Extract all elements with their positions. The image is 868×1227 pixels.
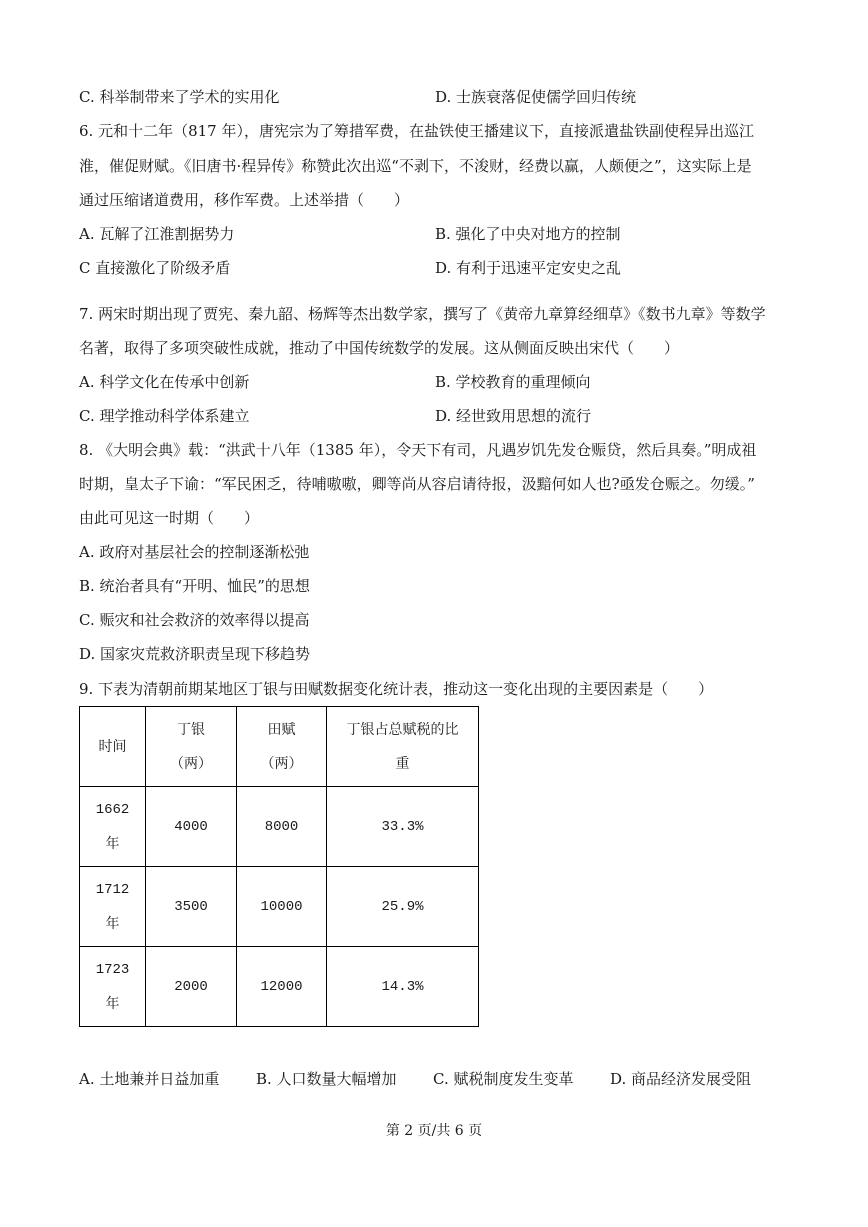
header-tianfu: 田赋 （两）: [237, 707, 327, 787]
cell-year: 1662 年: [80, 787, 146, 867]
header-dingyin: 丁银 （两）: [146, 707, 237, 787]
cell-dingyin: 4000: [146, 787, 237, 867]
cell-dingyin: 2000: [146, 947, 237, 1027]
q8-option-b: B. 统治者具有“开明、恤民”的思想: [79, 577, 310, 595]
q6-option-c: C 直接激化了阶级矛盾: [79, 259, 231, 277]
q9-option-c: C. 赋税制度发生变革: [433, 1070, 574, 1088]
q6-stem-line-2: 淮，催促财赋。《旧唐书·程异传》称赞此次出巡“不剥下，不浚财，经费以赢，人颇便之”，这实际上是: [79, 157, 752, 175]
q6-option-b: B. 强化了中央对地方的控制: [435, 225, 621, 243]
q8-option-d: D. 国家灾荒救济职责呈现下移趋势: [79, 645, 311, 663]
q7-option-c: C. 理学推动科学体系建立: [79, 407, 250, 425]
q9-data-table: [79, 706, 479, 1027]
cell-dingyin: 3500: [146, 867, 237, 947]
cell-ratio: 25.9%: [327, 867, 479, 947]
q9-option-b: B. 人口数量大幅增加: [256, 1070, 397, 1088]
q9-stem: 9. 下表为清朝前期某地区丁银与田赋数据变化统计表，推动这一变化出现的主要因素是（ ）: [79, 680, 714, 698]
q7-stem-line-2: 名著，取得了多项突破性成就，推动了中国传统数学的发展。这从侧面反映出宋代（ ）: [79, 339, 680, 357]
table-row: [80, 787, 479, 867]
q8-stem-line-3: 由此可见这一时期（ ）: [79, 509, 260, 527]
q8-option-a: A. 政府对基层社会的控制逐渐松弛: [79, 543, 310, 561]
q6-stem-line-1: 6. 元和十二年（817 年），唐宪宗为了筹措军费，在盐铁使王播建议下，直接派遣盐铁副使程异出巡江: [79, 122, 754, 140]
q5-option-c: C. 科举制带来了学术的实用化: [79, 88, 280, 106]
cell-tianfu: 10000: [237, 867, 327, 947]
cell-year: 1712 年: [80, 867, 146, 947]
q9-option-a: A. 土地兼并日益加重: [79, 1070, 220, 1088]
table-row: [80, 867, 479, 947]
q5-option-d: D. 士族衰落促使儒学回归传统: [435, 88, 637, 106]
q7-option-a: A. 科学文化在传承中创新: [79, 373, 250, 391]
q7-option-d: D. 经世致用思想的流行: [435, 407, 592, 425]
q7-stem-line-1: 7. 两宋时期出现了贾宪、秦九韶、杨辉等杰出数学家，撰写了《黄帝九章算经细草》《数书九章》等数学: [79, 305, 766, 323]
q7-option-b: B. 学校教育的重理倾向: [435, 373, 591, 391]
q6-stem-line-3: 通过压缩诸道费用，移作军费。上述举措（ ）: [79, 191, 410, 209]
table-row: [80, 947, 479, 1027]
q8-stem-line-2: 时期，皇太子下谕：“军民困乏，待哺嗷嗷，卿等尚从容启请待报，汲黯何如人也?亟发仓赈之。勿缓。”: [79, 475, 755, 493]
header-time: 时间: [80, 707, 146, 787]
q8-stem-line-1: 8. 《大明会典》载：“洪武十八年（1385 年），令天下有司，凡遇岁饥先发仓赈贷，然后具奏。”明成祖: [79, 441, 757, 459]
cell-ratio: 33.3%: [327, 787, 479, 867]
cell-tianfu: 12000: [237, 947, 327, 1027]
page-number: 第 2 页/共 6 页: [385, 1123, 483, 1139]
q9-option-d: D. 商品经济发展受阻: [610, 1070, 752, 1088]
table-header-row: [80, 707, 479, 787]
cell-ratio: 14.3%: [327, 947, 479, 1027]
q8-option-c: C. 赈灾和社会救济的效率得以提高: [79, 611, 310, 629]
cell-year: 1723 年: [80, 947, 146, 1027]
q6-option-a: A. 瓦解了江淮割据势力: [79, 225, 235, 243]
cell-tianfu: 8000: [237, 787, 327, 867]
header-ratio: 丁银占总赋税的比 重: [327, 707, 479, 787]
q6-option-d: D. 有利于迅速平定安史之乱: [435, 259, 622, 277]
